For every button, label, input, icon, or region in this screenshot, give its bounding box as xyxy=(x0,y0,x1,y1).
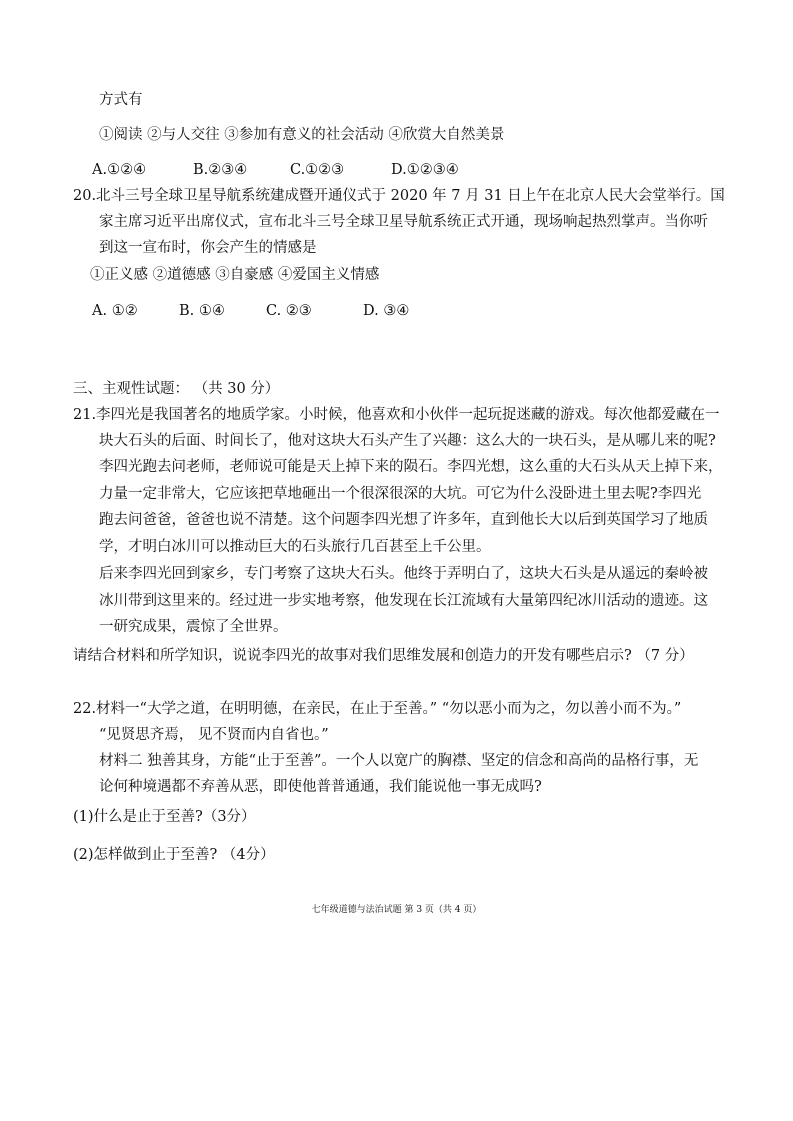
q21-line-4: 力量一定非常大，它应该把草地砸出一个很深很深的大坑。可它为什么没卧进土里去呢?李四光 xyxy=(99,486,702,502)
q22-line-4: 论何种境遇都不弃善从恶，即使他普普通通，我们能说他一事无成吗? xyxy=(99,779,542,795)
q21-line-5: 跑去问爸爸，爸爸也说不清楚。这个问题李四光想了许多年，直到他长大以后到英国学习了地质 xyxy=(99,512,708,528)
q20-line-1: 20.北斗三号全球卫星导航系统建成暨开通仪式于 2020 年 7 月 31 日上午在北京人民大会堂举行。国 xyxy=(73,188,725,204)
q19-option-d: D.①②③④ xyxy=(391,162,459,178)
q20-option-b: B. ①④ xyxy=(179,303,225,319)
q19-option-c: C.①②③ xyxy=(290,162,345,178)
q20-option-c: C. ②③ xyxy=(266,303,312,319)
q20-options xyxy=(92,301,409,321)
q19-option-b: B.②③④ xyxy=(193,162,248,178)
q20-option-a: A. ①② xyxy=(92,303,138,319)
q20-line-2: 家主席习近平出席仪式，宣布北斗三号全球卫星导航系统正式开通，现场响起热烈掌声。当你听 xyxy=(99,214,708,230)
q21-line-3: 李四光跑去问老师，老师说可能是天上掉下来的陨石。李四光想，这么重的大石头从天上掉下来， xyxy=(99,459,723,475)
q19-options xyxy=(92,160,459,180)
q21-question: 请结合材料和所学知识，说说李四光的故事对我们思维发展和创造力的开发有哪些启示? （7 分） xyxy=(73,648,694,664)
q21-line-2: 块大石头的后面、时间长了，他对这块大石头产生了兴趣：这么大的一块石头，是从哪儿来的呢? xyxy=(99,433,716,449)
q19-stem-tail: 方式有 xyxy=(99,92,143,108)
q19-option-a: A.①②④ xyxy=(92,162,147,178)
q21-line-9: 一研究成果，震惊了全世界。 xyxy=(99,619,288,635)
q22-line-1: 22.材料一“大学之道，在明明德，在亲民，在止于至善。” “勿以恶小而为之，勿以善小而不为。” xyxy=(73,701,682,717)
q19-items: ①阅读 ②与人交往 ③参加有意义的社会活动 ④欣赏大自然美景 xyxy=(99,127,505,143)
q22-sub-question-1: (1)什么是止于至善?（3分） xyxy=(73,809,256,825)
q20-items: ①正义感 ②道德感 ③自豪感 ④爱国主义情感 xyxy=(90,267,380,283)
q22-line-2: “见贤思齐焉， 见不贤而内自省也。” xyxy=(99,727,329,743)
q20-line-3: 到这一宣布时，你会产生的情感是 xyxy=(99,240,317,256)
q22-line-3: 材料二 独善其身，方能“止于至善”。一个人以宽广的胸襟、坚定的信念和高尚的品格行事，无 xyxy=(99,753,699,769)
q21-line-7: 后来李四光回到家乡，专门考察了这块大石头。他终于弄明白了，这块大石头是从遥远的秦岭被 xyxy=(99,566,708,582)
q20-option-d: D. ③④ xyxy=(363,303,410,319)
q21-line-8: 冰川带到这里来的。经过进一步实地考察，他发现在长江流域有大量第四纪冰川活动的遗迹。这 xyxy=(99,593,708,609)
q21-line-6: 学，才明白冰川可以推动巨大的石头旅行几百甚至上千公里。 xyxy=(99,539,491,555)
page-footer: 七年级道德与法治试题 第 3 页（共 4 页） xyxy=(311,905,482,915)
q22-sub-question-2: (2)怎样做到止于至善? （4分） xyxy=(73,847,275,863)
q21-line-1: 21.李四光是我国著名的地质学家。小时候，他喜欢和小伙伴一起玩捉迷藏的游戏。每次他都爱藏在一 xyxy=(73,407,720,423)
section-3-heading: 三、主观性试题： （共 30 分） xyxy=(73,381,280,397)
